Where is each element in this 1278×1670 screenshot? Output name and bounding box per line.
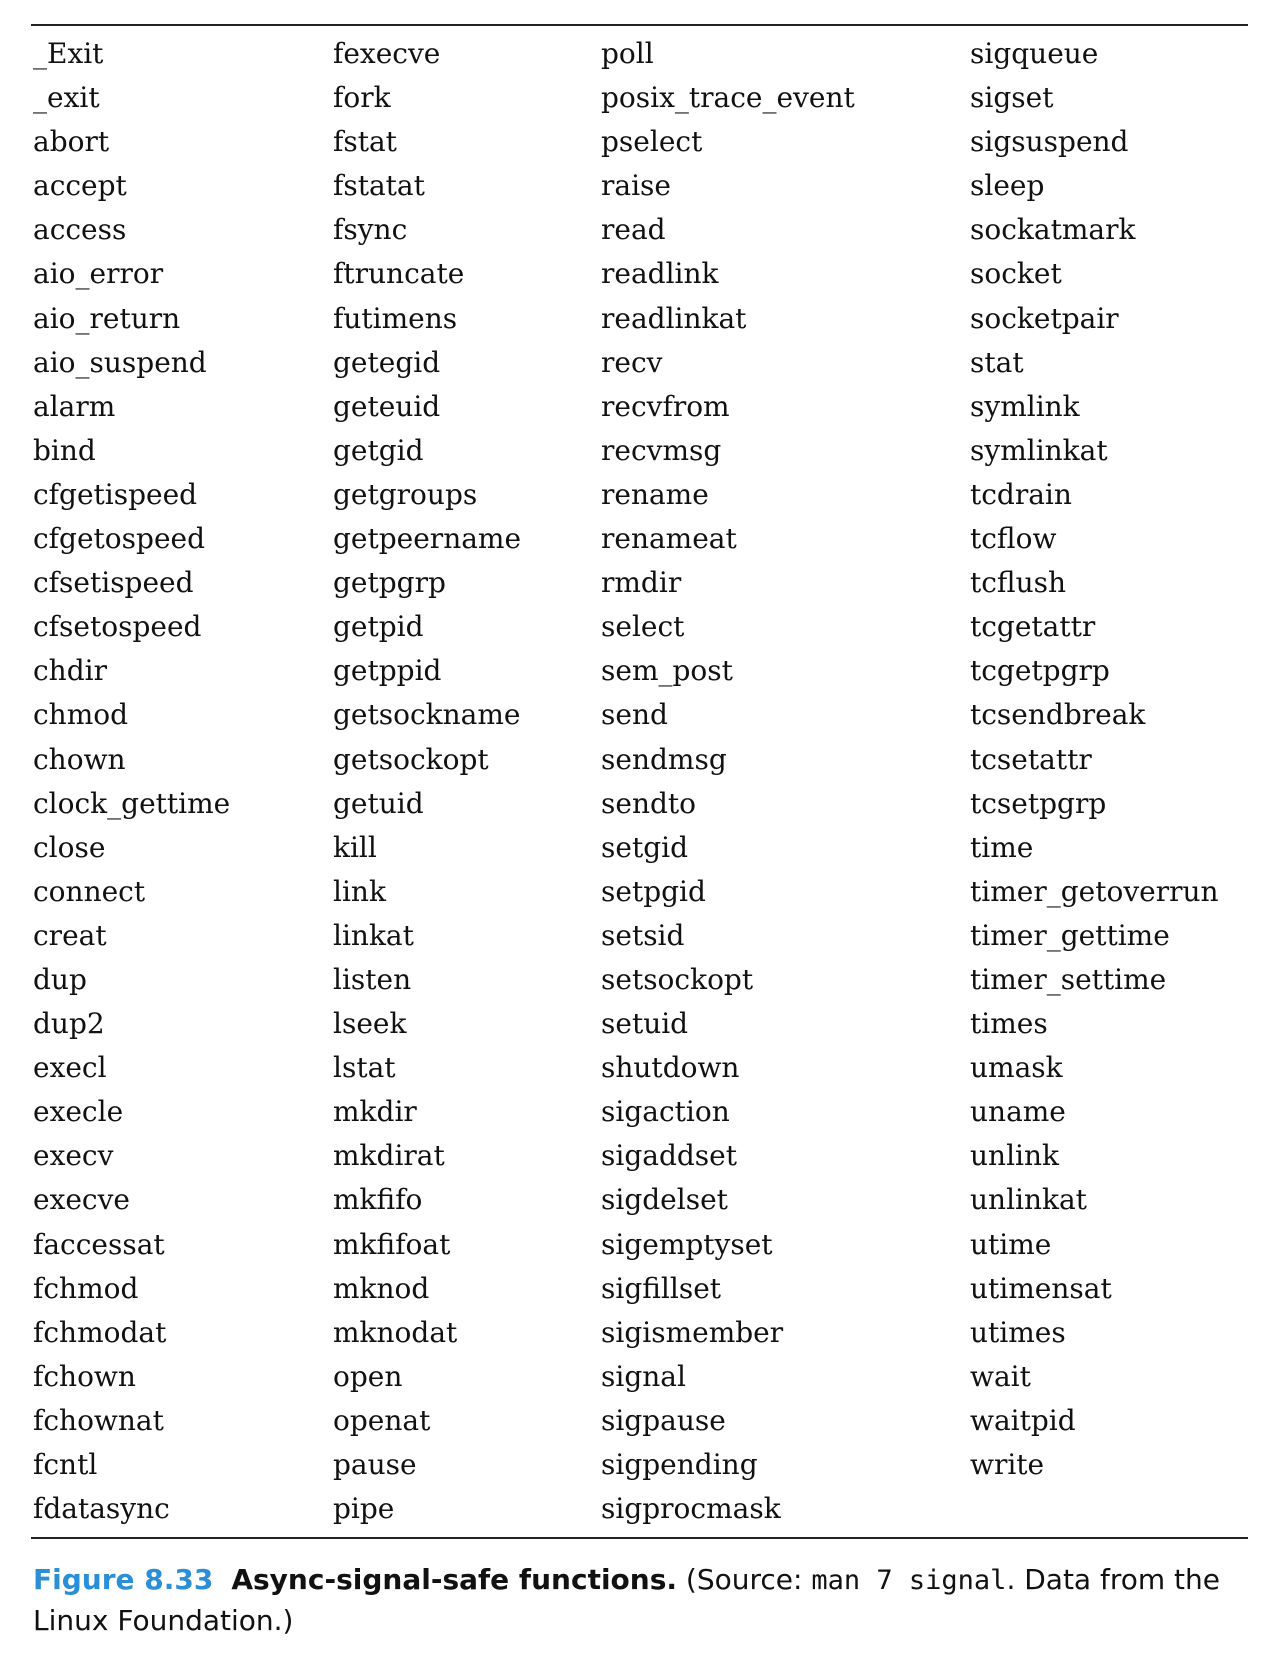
- function-name: tcflow: [970, 522, 1057, 556]
- function-name: cfgetospeed: [33, 522, 206, 556]
- function-name: read: [601, 213, 666, 247]
- function-name: sockatmark: [970, 213, 1136, 247]
- function-name: socketpair: [970, 301, 1119, 335]
- function-name: fchmodat: [33, 1315, 167, 1349]
- function-name: chmod: [33, 698, 129, 732]
- function-name: mkdir: [333, 1095, 417, 1129]
- function-name: wait: [970, 1359, 1031, 1393]
- function-name: dup2: [33, 1007, 105, 1041]
- function-name: mknodat: [333, 1315, 458, 1349]
- function-name: socket: [970, 257, 1062, 291]
- top-rule: [31, 24, 1248, 26]
- function-name: getpid: [333, 610, 424, 644]
- function-name: recv: [601, 345, 663, 379]
- function-name: geteuid: [333, 389, 441, 423]
- function-name: link: [333, 874, 386, 908]
- function-name: write: [970, 1448, 1045, 1481]
- function-name: _Exit: [33, 37, 104, 70]
- function-name: sleep: [970, 169, 1045, 203]
- function-name: poll: [601, 37, 654, 70]
- function-name: readlinkat: [601, 301, 747, 335]
- function-name: sigaddset: [601, 1139, 737, 1173]
- function-name: tcgetpgrp: [970, 654, 1110, 688]
- function-name: getpeername: [333, 522, 522, 556]
- function-name: cfgetispeed: [33, 477, 198, 511]
- function-name: send: [601, 698, 668, 732]
- function-name: getpgrp: [333, 566, 446, 600]
- function-name: kill: [333, 830, 377, 864]
- function-name: sendto: [601, 786, 697, 820]
- function-name: rename: [601, 477, 709, 511]
- function-name: getsockopt: [333, 742, 489, 776]
- function-name: tcsetattr: [970, 742, 1092, 776]
- function-name: utimes: [970, 1315, 1066, 1349]
- function-name: utime: [970, 1227, 1052, 1261]
- function-name: open: [333, 1359, 403, 1393]
- function-name: fexecve: [333, 37, 441, 70]
- function-name: sigpause: [601, 1403, 726, 1437]
- column-2: [333, 32, 521, 1531]
- function-name: fstat: [333, 125, 397, 159]
- function-name: symlink: [970, 389, 1080, 423]
- function-name: execle: [33, 1095, 124, 1129]
- function-name: connect: [33, 874, 146, 908]
- function-name: getgid: [333, 433, 424, 467]
- function-name: faccessat: [33, 1227, 165, 1261]
- function-name: bind: [33, 433, 96, 467]
- function-name: stat: [970, 345, 1024, 379]
- function-name: fcntl: [33, 1448, 98, 1481]
- function-name: unlink: [970, 1139, 1059, 1173]
- function-name: fork: [333, 81, 391, 115]
- function-name: chdir: [33, 654, 107, 688]
- function-name: sigdelset: [601, 1183, 728, 1217]
- function-name: mkfifoat: [333, 1227, 451, 1261]
- function-name: fchmod: [33, 1271, 139, 1305]
- function-name: fchown: [33, 1359, 136, 1393]
- function-name: cfsetospeed: [33, 610, 202, 644]
- function-name: execv: [33, 1139, 114, 1173]
- function-name: rmdir: [601, 566, 682, 600]
- function-name: alarm: [33, 389, 116, 423]
- function-name: sigfillset: [601, 1271, 722, 1305]
- function-name: pipe: [333, 1492, 395, 1526]
- function-name: _exit: [33, 81, 100, 115]
- function-name: sigset: [970, 81, 1054, 115]
- function-name: pselect: [601, 125, 703, 159]
- function-name: mknod: [333, 1271, 430, 1305]
- function-name: futimens: [333, 301, 458, 335]
- function-name: access: [33, 213, 127, 247]
- function-name: aio_suspend: [33, 345, 207, 379]
- function-name: getuid: [333, 786, 424, 820]
- function-name: execl: [33, 1051, 107, 1085]
- function-name: setsockopt: [601, 962, 754, 996]
- function-name: symlinkat: [970, 433, 1108, 467]
- column-1: [33, 32, 230, 1531]
- function-name: pause: [333, 1448, 417, 1481]
- function-name: timer_getoverrun: [970, 874, 1219, 908]
- function-name: openat: [333, 1403, 431, 1437]
- function-name: listen: [333, 962, 412, 996]
- function-name: clock_gettime: [33, 786, 231, 820]
- figure-title: Async-signal-safe functions.: [231, 1563, 678, 1596]
- function-name: chown: [33, 742, 126, 776]
- function-name: accept: [33, 169, 127, 203]
- function-name: getppid: [333, 654, 442, 688]
- function-name: sigismember: [601, 1315, 784, 1349]
- function-name: mkfifo: [333, 1183, 423, 1217]
- function-name: posix_trace_event: [601, 81, 855, 115]
- function-name: tcdrain: [970, 477, 1072, 511]
- caption-source-prefix: (Source:: [677, 1563, 812, 1596]
- function-name: sigsuspend: [970, 125, 1129, 159]
- function-name: sigprocmask: [601, 1492, 781, 1526]
- column-3: [601, 32, 855, 1531]
- function-name: tcsetpgrp: [970, 786, 1107, 820]
- function-name: times: [970, 1007, 1048, 1041]
- function-name: dup: [33, 962, 87, 996]
- function-name: setpgid: [601, 874, 706, 908]
- function-name: readlink: [601, 257, 719, 291]
- function-name: sendmsg: [601, 742, 727, 776]
- function-name: tcsendbreak: [970, 698, 1146, 732]
- function-name: signal: [601, 1359, 686, 1393]
- function-name: aio_error: [33, 257, 164, 291]
- function-name: recvmsg: [601, 433, 722, 467]
- function-name: getsockname: [333, 698, 521, 732]
- function-name: sem_post: [601, 654, 733, 688]
- function-name: mkdirat: [333, 1139, 445, 1173]
- function-name: setuid: [601, 1007, 689, 1041]
- function-name: lseek: [333, 1007, 407, 1041]
- function-name: sigpending: [601, 1448, 758, 1481]
- function-name: waitpid: [970, 1403, 1076, 1437]
- function-name: tcgetattr: [970, 610, 1096, 644]
- figure-caption: [33, 1560, 1248, 1641]
- function-name: timer_gettime: [970, 918, 1170, 952]
- caption-source-suffix: . Data from the Linux Foundation.): [33, 1563, 1221, 1637]
- function-name: unlinkat: [970, 1183, 1087, 1217]
- function-name: abort: [33, 125, 110, 159]
- function-name: fdatasync: [33, 1492, 170, 1526]
- function-name: setgid: [601, 830, 688, 864]
- function-name: close: [33, 830, 106, 864]
- figure-label: Figure 8.33: [33, 1563, 214, 1596]
- function-name: setsid: [601, 918, 685, 952]
- function-name: creat: [33, 918, 107, 952]
- function-name: raise: [601, 169, 671, 203]
- function-name: sigaction: [601, 1095, 730, 1129]
- function-name: utimensat: [970, 1271, 1112, 1305]
- function-name: tcflush: [970, 566, 1067, 600]
- function-name: aio_return: [33, 301, 181, 335]
- function-name: renameat: [601, 522, 737, 556]
- function-name: cfsetispeed: [33, 566, 194, 600]
- function-name: sigemptyset: [601, 1227, 773, 1261]
- function-name: lstat: [333, 1051, 396, 1085]
- function-name: fstatat: [333, 169, 425, 203]
- function-name: select: [601, 610, 685, 644]
- function-name: recvfrom: [601, 389, 730, 423]
- caption-source-code: man 7 signal: [811, 1565, 1007, 1596]
- function-name: timer_settime: [970, 962, 1167, 996]
- function-name: linkat: [333, 918, 414, 952]
- bottom-rule: [31, 1537, 1248, 1539]
- function-name: fsync: [333, 213, 408, 247]
- column-4: [970, 32, 1219, 1487]
- function-name: getegid: [333, 345, 441, 379]
- function-name: time: [970, 830, 1034, 864]
- function-table: [31, 32, 1248, 1532]
- function-name: fchownat: [33, 1403, 164, 1437]
- function-name: shutdown: [601, 1051, 740, 1085]
- function-name: execve: [33, 1183, 131, 1217]
- function-name: ftruncate: [333, 257, 465, 291]
- function-name: umask: [970, 1051, 1063, 1085]
- function-name: sigqueue: [970, 37, 1099, 70]
- function-name: getgroups: [333, 477, 478, 511]
- function-name: uname: [970, 1095, 1066, 1129]
